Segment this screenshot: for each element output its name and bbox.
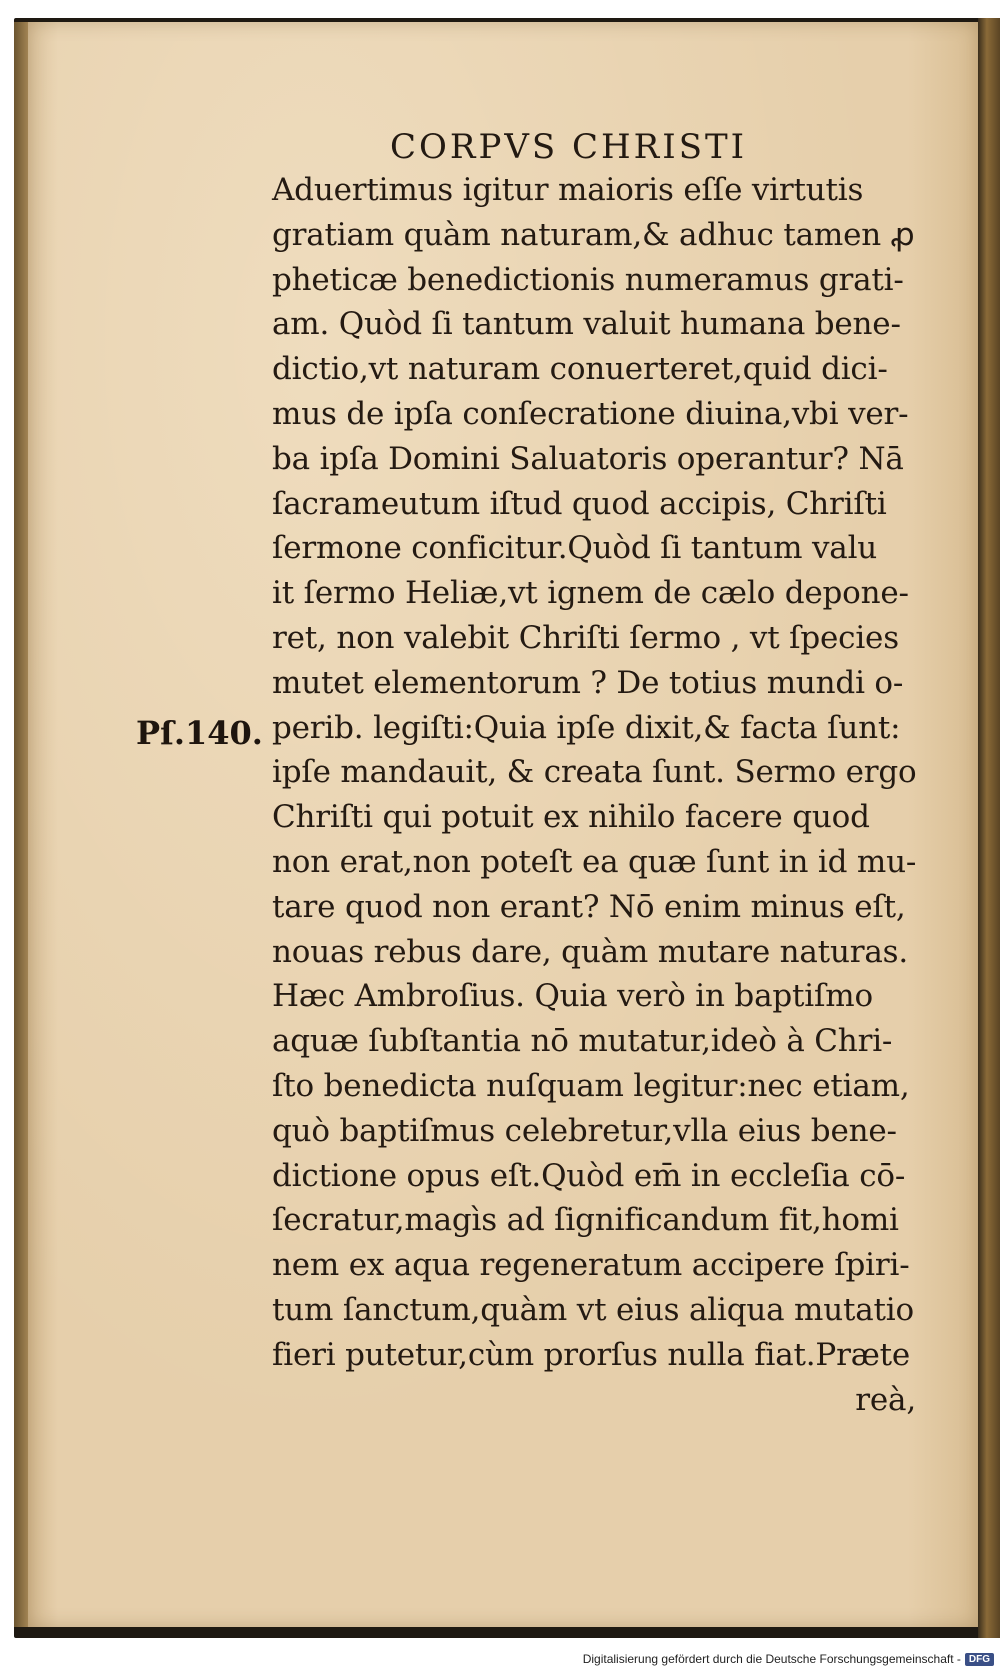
catchword: reà, xyxy=(855,1381,916,1418)
text-line: aquæ ſubſtantia nō mutatur,ideò à Chri- xyxy=(272,1023,893,1060)
text-line: dictio,vt naturam conuerteret,quid dici- xyxy=(272,351,888,388)
text-line: dictione opus eſt.Quòd em̄ in eccleſia cō- xyxy=(272,1157,906,1194)
text-line: Hæc Ambroſius. Quia verò in baptiſmo xyxy=(272,978,873,1015)
text-line: fieri putetur,cùm prorſus nulla fiat.Præte xyxy=(272,1336,911,1373)
body-text xyxy=(272,168,952,1422)
running-head: CORPVS CHRISTI xyxy=(390,127,748,167)
text-line: tum ſanctum,quàm vt eius aliqua mutatio xyxy=(272,1291,914,1328)
text-line: gratiam quàm naturam,& adhuc tamen ꝓ xyxy=(272,216,915,253)
text-line: Aduertimus igitur maioris eſſe virtutis xyxy=(272,172,864,208)
text-line: ba ipſa Domini Saluatoris operantur? Nā xyxy=(272,440,904,477)
text-line: tare quod non erant? Nō enim minus eſt, xyxy=(272,888,906,925)
dfg-logo: DFG xyxy=(965,1653,994,1666)
credit-text: Digitalisierung gefördert durch die Deutsche Forschungsgemeinschaft - xyxy=(582,1652,961,1666)
text-line: nem ex aqua regeneratum accipere ſpiri- xyxy=(272,1247,910,1284)
text-line: ſacrameutum iſtud quod accipis, Chriſti xyxy=(272,485,887,522)
text-line: am. Quòd ſi tantum valuit humana bene- xyxy=(272,306,901,343)
text-line: Chriſti qui potuit ex nihilo facere quod xyxy=(272,799,870,836)
text-line: perib. legiſti:Quia ipſe dixit,& facta ſunt: xyxy=(272,709,901,746)
text-line: ſecratur,magìs ad ſignificandum fit,homi xyxy=(272,1202,899,1239)
page-edge-right xyxy=(978,18,1000,1638)
marginal-note: Pſ.140. xyxy=(136,714,263,752)
text-line: mus de ipſa conſecratione diuina,vbi ver- xyxy=(272,395,909,432)
text-line: non erat,non poteſt ea quæ ſunt in id mu- xyxy=(272,843,917,880)
text-line: ſermone conficitur.Quòd ſi tantum valu xyxy=(272,530,878,567)
text-line: ipſe mandauit, & creata ſunt. Sermo ergo xyxy=(272,754,917,791)
text-line: mutet elementorum ? De totius mundi o- xyxy=(272,664,904,701)
digitization-credit xyxy=(583,1649,994,1669)
text-line: nouas rebus dare, quàm mutare naturas. xyxy=(272,933,908,970)
text-line: ſto benedicta nuſquam legitur:nec etiam, xyxy=(272,1067,910,1104)
text-line: pheticæ benedictionis numeramus grati- xyxy=(272,261,904,298)
text-line: it ſermo Heliæ,vt ignem de cælo depone- xyxy=(272,575,909,612)
text-line: ret, non valebit Chriſti ſermo , vt ſpecies xyxy=(272,619,899,656)
text-line: quò baptiſmus celebretur,vlla eius bene- xyxy=(272,1112,897,1149)
